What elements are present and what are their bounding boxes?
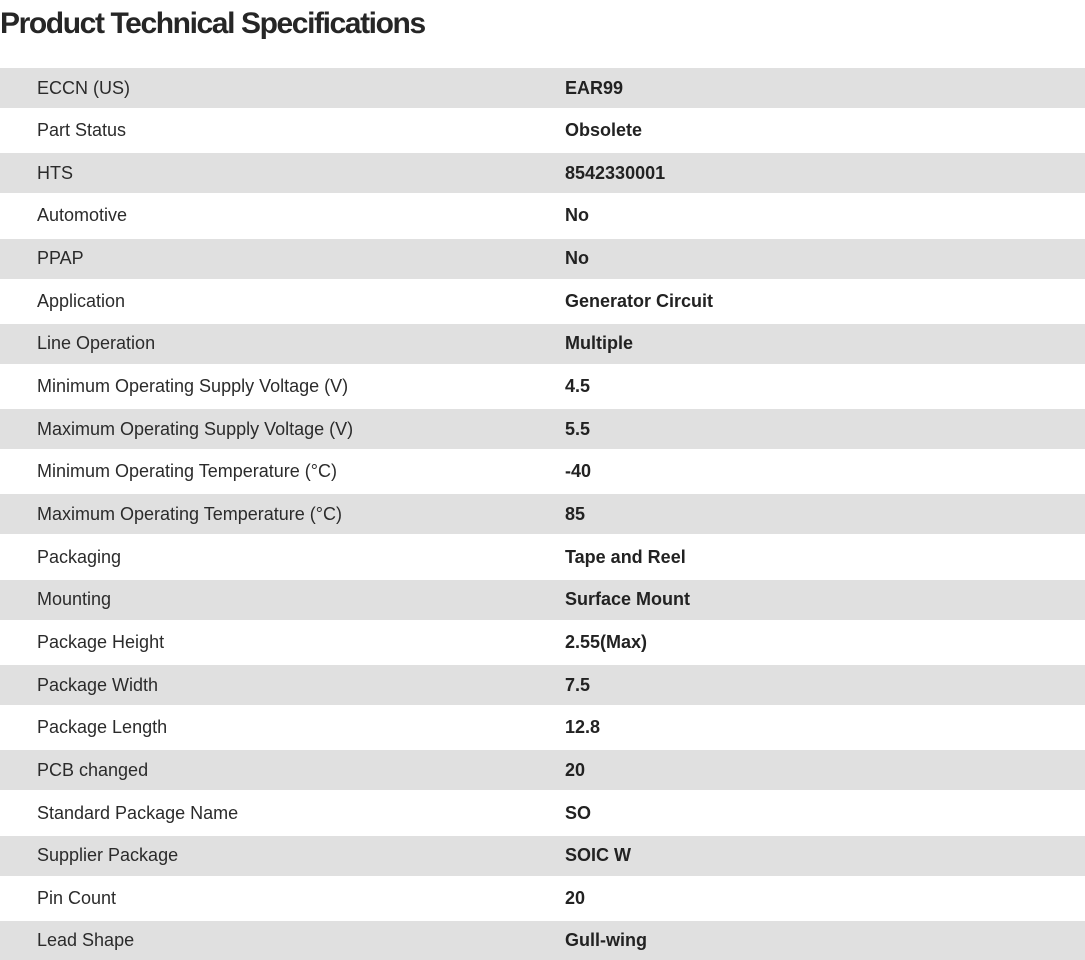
spec-label: PPAP (37, 248, 84, 269)
spec-value: Multiple (565, 333, 633, 354)
spec-row (0, 705, 1085, 750)
spec-label: Pin Count (37, 887, 117, 908)
spec-label: Package Height (37, 631, 165, 652)
spec-row (0, 580, 1085, 620)
spec-row (0, 68, 1085, 108)
spec-value: 5.5 (565, 418, 591, 439)
spec-label: Part Status (37, 120, 127, 141)
spec-label: HTS (37, 162, 73, 183)
spec-row (0, 620, 1085, 665)
spec-row (0, 750, 1085, 790)
spec-label: Supplier Package (37, 845, 179, 866)
spec-row (0, 790, 1085, 835)
spec-label: Package Length (37, 717, 168, 738)
spec-label: Minimum Operating Supply Voltage (V) (37, 376, 349, 397)
spec-row (0, 279, 1085, 324)
spec-label: Mounting (37, 589, 112, 610)
spec-label: Package Width (37, 674, 159, 695)
spec-row (0, 193, 1085, 238)
spec-row (0, 534, 1085, 579)
spec-label: Automotive (37, 205, 128, 226)
spec-value: SOIC W (565, 845, 631, 866)
page-title: Product Technical Specifications (0, 7, 425, 40)
spec-row (0, 494, 1085, 534)
spec-label: Application (37, 290, 126, 311)
spec-label: Maximum Operating Temperature (°C) (37, 503, 342, 524)
spec-value: -40 (565, 461, 592, 482)
spec-label: Minimum Operating Temperature (°C) (37, 461, 337, 482)
spec-value: EAR99 (565, 77, 624, 98)
spec-row (0, 665, 1085, 705)
spec-value: 4.5 (565, 376, 591, 397)
spec-label: PCB changed (37, 759, 149, 780)
spec-table (0, 68, 1085, 960)
spec-value: Generator Circuit (565, 290, 714, 311)
spec-row (0, 836, 1085, 876)
spec-label: Line Operation (37, 333, 156, 354)
spec-row (0, 449, 1085, 494)
spec-value: 20 (565, 759, 586, 780)
spec-value: 7.5 (565, 674, 591, 695)
spec-label: ECCN (US) (37, 77, 130, 98)
spec-value: Gull-wing (565, 930, 647, 951)
spec-label: Lead Shape (37, 930, 135, 951)
spec-label: Packaging (37, 546, 122, 567)
spec-row (0, 364, 1085, 409)
spec-value: No (565, 248, 589, 269)
spec-value: 85 (565, 503, 586, 524)
spec-value: 2.55(Max) (565, 631, 648, 652)
spec-value: Tape and Reel (565, 546, 686, 567)
spec-value: 12.8 (565, 717, 601, 738)
spec-value: No (565, 205, 589, 226)
spec-value: Obsolete (565, 120, 643, 141)
spec-label: Maximum Operating Supply Voltage (V) (37, 418, 354, 439)
spec-row (0, 153, 1085, 193)
spec-label: Standard Package Name (37, 802, 239, 823)
spec-row (0, 876, 1085, 921)
spec-row (0, 108, 1085, 153)
spec-row (0, 324, 1085, 364)
spec-row (0, 409, 1085, 449)
spec-value: Surface Mount (565, 589, 691, 610)
spec-value: SO (565, 802, 592, 823)
spec-value: 20 (565, 887, 586, 908)
spec-row (0, 239, 1085, 279)
spec-row (0, 921, 1085, 960)
spec-value: 8542330001 (565, 162, 666, 183)
